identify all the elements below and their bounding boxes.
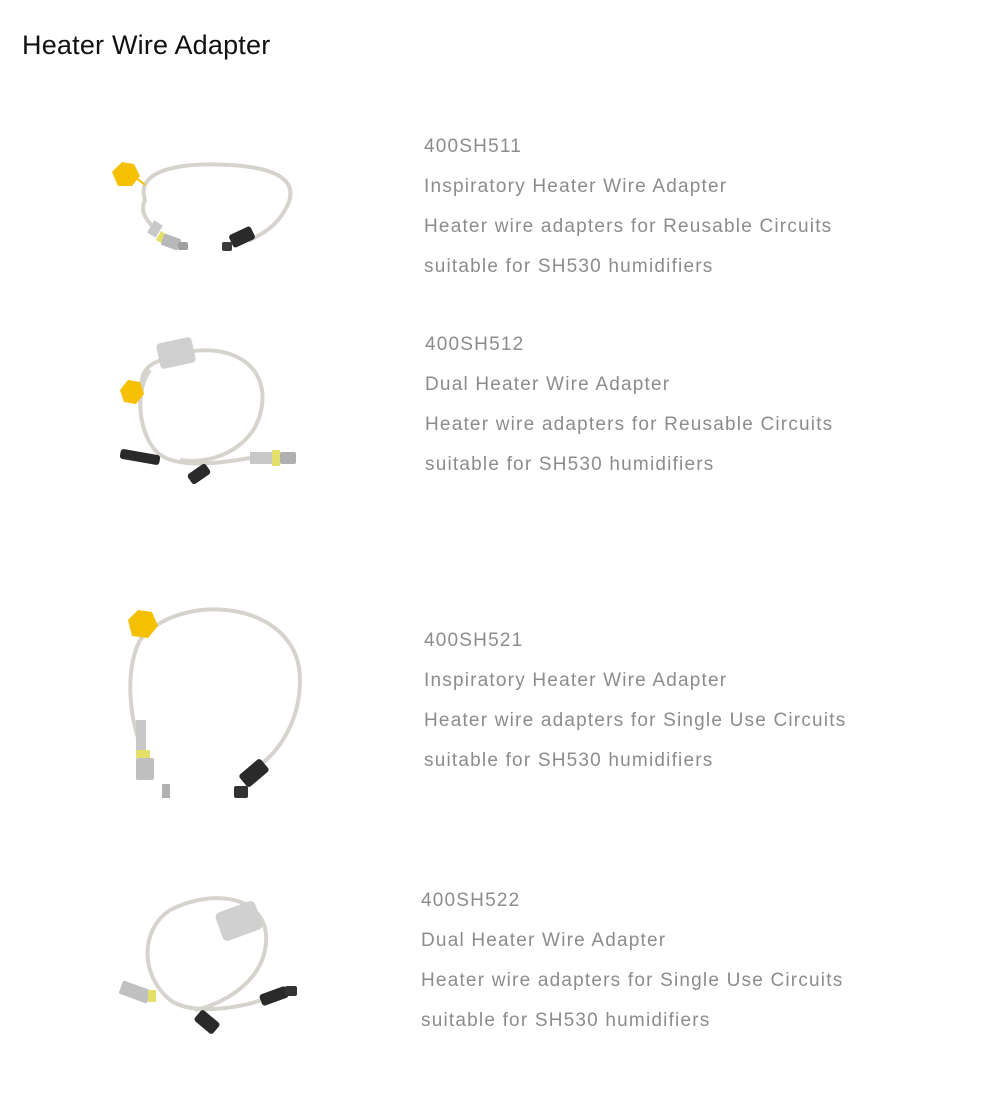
- product-description: Heater wire adapters for Single Use Circuits: [424, 710, 847, 731]
- product-code: 400SH512: [425, 334, 525, 355]
- product-image-400sh522: [100, 890, 315, 1110]
- product-description: Heater wire adapters for Single Use Circuits: [421, 970, 844, 991]
- product-compatibility: suitable for SH530 humidifiers: [424, 256, 714, 277]
- product-image-400sh511: [100, 140, 315, 360]
- product-compatibility: suitable for SH530 humidifiers: [421, 1010, 711, 1031]
- product-code: 400SH511: [424, 136, 522, 157]
- product-code: 400SH521: [424, 630, 524, 651]
- page-title: Heater Wire Adapter: [22, 30, 271, 60]
- product-image-400sh521: [100, 600, 315, 820]
- product-name: Dual Heater Wire Adapter: [421, 930, 667, 951]
- product-image-400sh512: [100, 330, 315, 550]
- product-name: Dual Heater Wire Adapter: [425, 374, 671, 395]
- product-name: Inspiratory Heater Wire Adapter: [424, 670, 728, 691]
- product-compatibility: suitable for SH530 humidifiers: [425, 454, 715, 475]
- product-name: Inspiratory Heater Wire Adapter: [424, 176, 728, 197]
- product-code: 400SH522: [421, 890, 521, 911]
- product-compatibility: suitable for SH530 humidifiers: [424, 750, 714, 771]
- product-description: Heater wire adapters for Reusable Circuits: [424, 216, 833, 237]
- product-description: Heater wire adapters for Reusable Circuits: [425, 414, 834, 435]
